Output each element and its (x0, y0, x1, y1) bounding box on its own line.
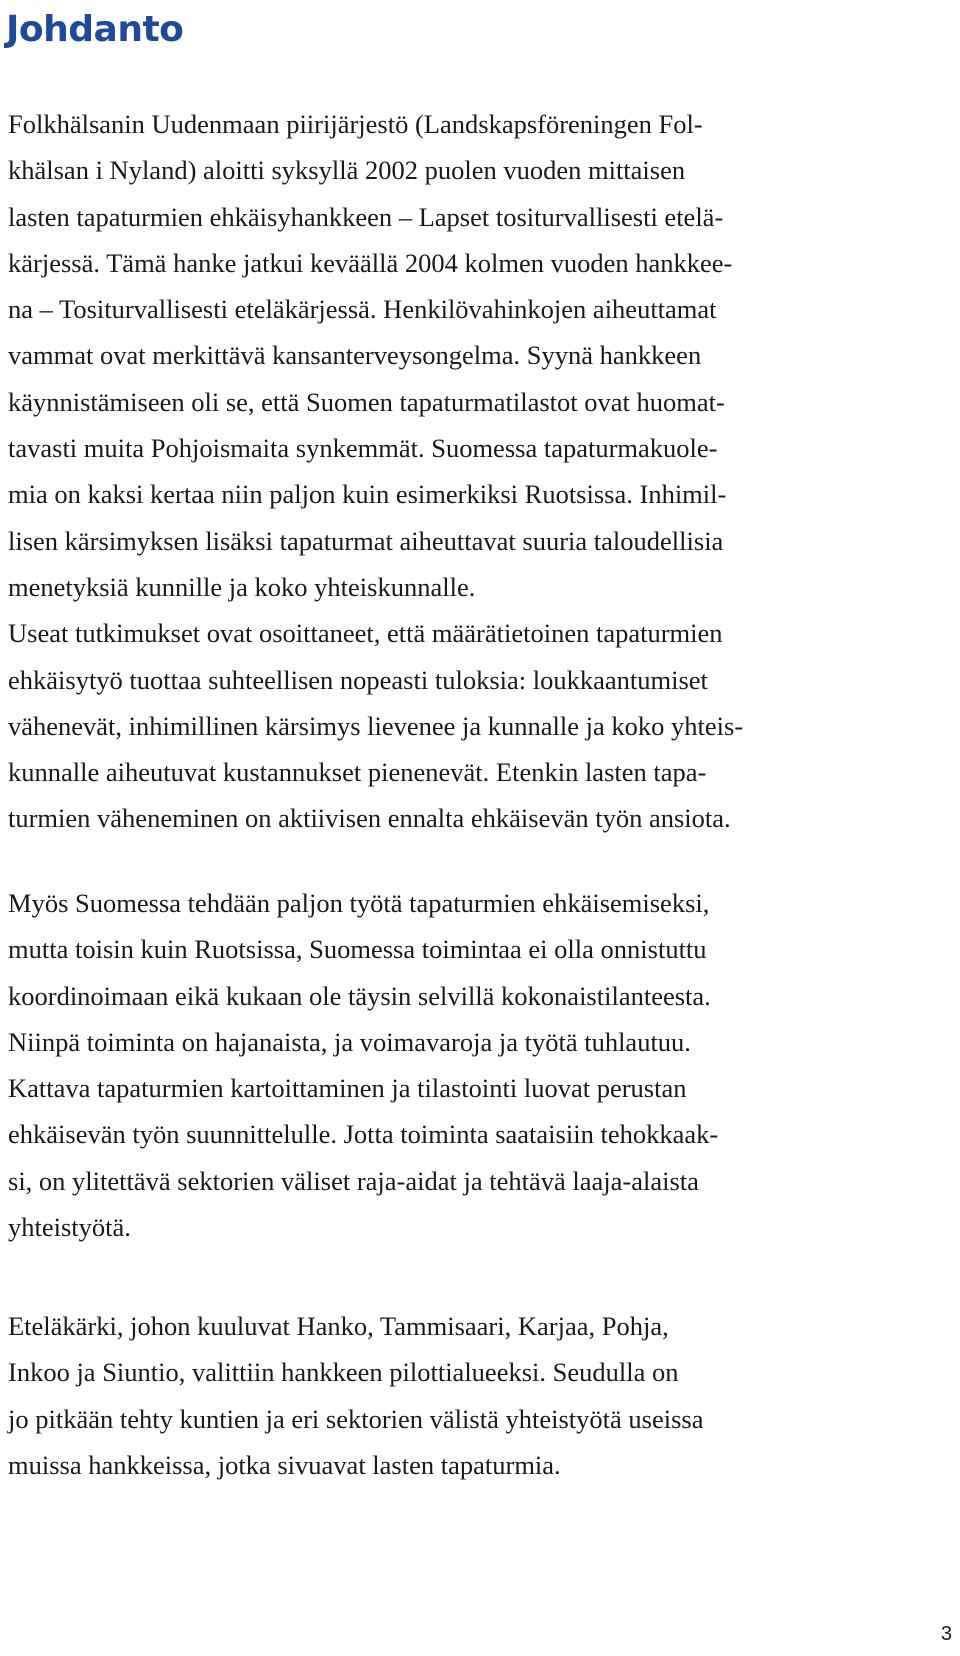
text-line: khälsan i Nyland) aloitti syksyllä 2002 puolen vuoden mittaisen (8, 155, 686, 186)
text-line: yhteistyötä. (8, 1212, 131, 1243)
text-line: koordinoimaan eikä kukaan ole täysin selvillä kokonaistilanteesta. (8, 980, 711, 1011)
text-line: jo pitkään tehty kuntien ja eri sektorien välistä yhteistyötä useissa (8, 1403, 704, 1434)
text-line: muissa hankkeissa, jotka sivuavat lasten tapaturmia. (8, 1449, 561, 1480)
text-line: käynnistämiseen oli se, että Suomen tapaturmatilastot ovat huomat- (8, 386, 725, 417)
paragraph-intro (8, 101, 938, 842)
text-line: ehkäisevän työn suunnittelulle. Jotta toiminta saataisiin tehokkaak- (8, 1119, 719, 1150)
text-line: vammat ovat merkittävä kansanterveysongelma. Syynä hankkeen (8, 340, 702, 371)
paragraph-coordination (8, 880, 938, 1250)
text-line: vähenevät, inhimillinen kärsimys lievenee ja kunnalle ja koko yhteis- (8, 710, 744, 741)
text-line: mia on kaksi kertaa niin paljon kuin esimerkiksi Ruotsissa. Inhimil- (8, 479, 727, 510)
paragraph-pilot-area (8, 1303, 938, 1488)
text-line: kärjessä. Tämä hanke jatkui keväällä 2004 kolmen vuoden hankkee- (8, 247, 733, 278)
text-line: Niinpä toiminta on hajanaista, ja voimavaroja ja työtä tuhlautuu. (8, 1026, 691, 1057)
text-line: Eteläkärki, johon kuuluvat Hanko, Tammisaari, Karjaa, Pohja, (8, 1311, 669, 1341)
text-line: Myös Suomessa tehdään paljon työtä tapaturmien ehkäisemiseksi, (8, 888, 710, 918)
text-line: mutta toisin kuin Ruotsissa, Suomessa toimintaa ei olla onnistuttu (8, 934, 707, 965)
text-line: lisen kärsimyksen lisäksi tapaturmat aiheuttavat suuria taloudellisia (8, 525, 724, 556)
text-line: kunnalle aiheutuvat kustannukset pienenevät. Etenkin lasten tapa- (8, 757, 707, 788)
text-line: Useat tutkimukset ovat osoittaneet, että määrätietoinen tapaturmien (8, 618, 723, 649)
page-title: Johdanto (6, 9, 184, 50)
text-line: na – Tositurvallisesti eteläkärjessä. Henkilövahinkojen aiheuttamat (8, 294, 717, 325)
text-line: si, on ylitettävä sektorien väliset raja-aidat ja tehtävä laaja-alaista (8, 1165, 699, 1196)
text-line: Kattava tapaturmien kartoittaminen ja tilastointi luovat perustan (8, 1073, 687, 1104)
text-line: lasten tapaturmien ehkäisyhankkeen – Lapset tositurvallisesti etelä- (8, 201, 724, 232)
page-number: 3 (940, 1623, 952, 1645)
text-line: menetyksiä kunnille ja koko yhteiskunnalle. (8, 571, 476, 602)
text-line: tavasti muita Pohjoismaita synkemmät. Suomessa tapaturmakuole- (8, 433, 718, 464)
text-line: ehkäisytyö tuottaa suhteellisen nopeasti tuloksia: loukkaantumiset (8, 664, 708, 695)
text-line: Folkhälsanin Uudenmaan piirijärjestö (Landskapsföreningen Fol- (8, 109, 703, 139)
text-line: turmien väheneminen on aktiivisen ennalta ehkäisevän työn ansiota. (8, 803, 731, 834)
text-line: Inkoo ja Siuntio, valittiin hankkeen pilottialueeksi. Seudulla on (8, 1357, 679, 1388)
